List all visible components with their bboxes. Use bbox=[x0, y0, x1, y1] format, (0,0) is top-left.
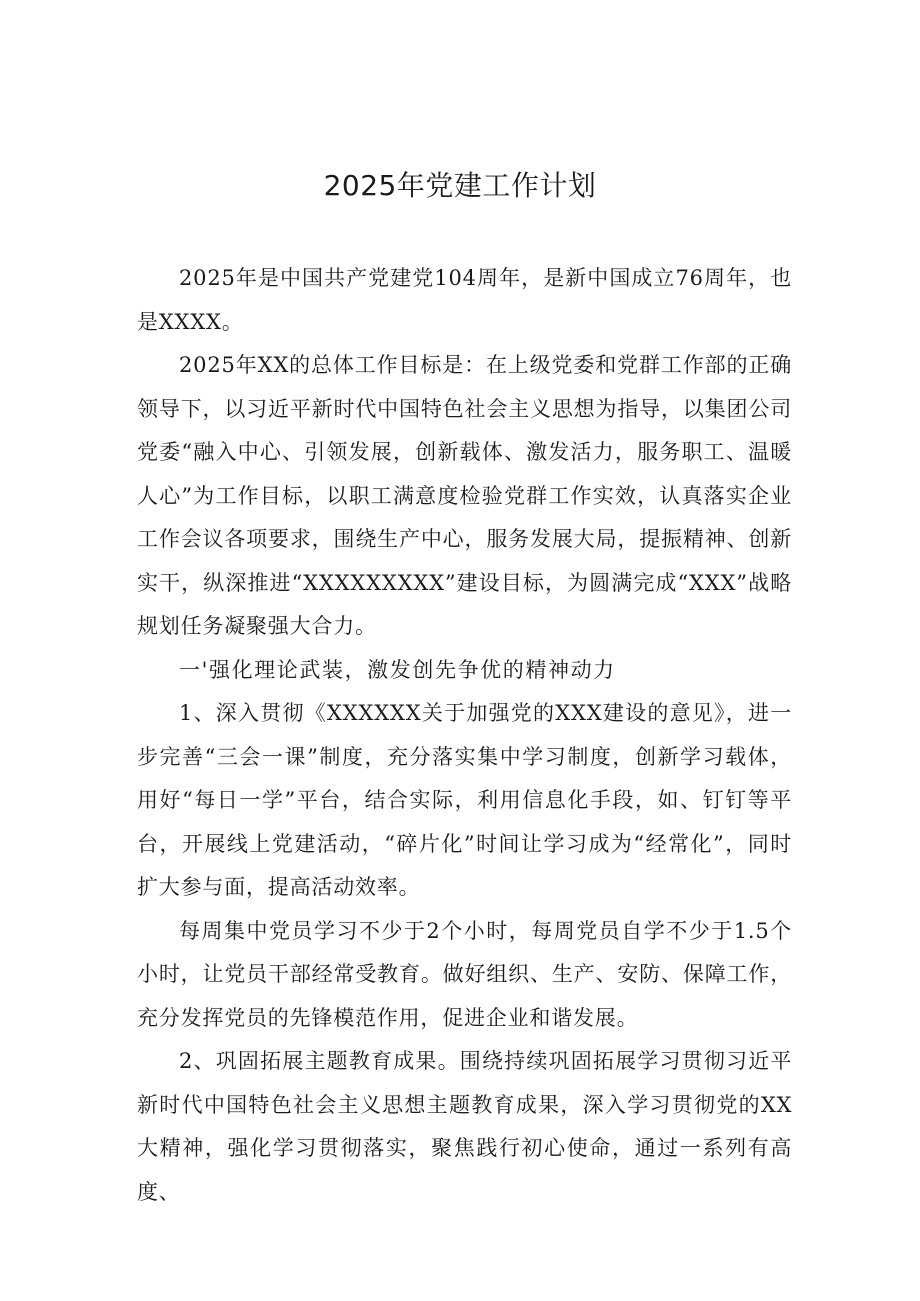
document-body bbox=[137, 257, 792, 1214]
paragraph-study-time: 每周集中党员学习不少于2个小时，每周党员自学不少于1.5个小时，让党员干部经常受教育。做好组织、生产、安防、保障工作，充分发挥党员的先锋模范作用，促进企业和谐发展。 bbox=[137, 918, 792, 1030]
section-heading-1: 一'强化理论武装，激发创先争优的精神动力 bbox=[179, 657, 616, 682]
paragraph-overall-goal: 2025年XX的总体工作目标是：在上级党委和党群工作部的正确领导下，以习近平新时代中国特色社会主义思想为指导，以集团公司党委“融入中心、引领发展，创新载体、激发活力，服务职工、温暖人心”为工作目标，以职工满意度检验党群工作实效，认真落实企业工作会议各项要求，围绕生产中心，服务发展大局，提振精神、创新实干，纵深推进“XXXXXXXXX”建设目标，为圆满完成“XXX”战略规划任务凝聚强大合力。 bbox=[137, 353, 792, 638]
document-title: 2025年党建工作计划 bbox=[323, 169, 597, 202]
paragraph-intro: 2025年是中国共产党建党104周年，是新中国成立76周年，也是XXXX。 bbox=[137, 266, 792, 334]
paragraph-item-1: 1、深入贯彻《XXXXXX关于加强党的XXX建设的意见》，进一步完善“三会一课”制度，充分落实集中学习制度，创新学习载体，用好“每日一学”平台，结合实际，利用信息化手段，如、钉钉等平台，开展线上党建活动，“碎片化”时间让学习成为“经常化”，同时扩大参与面，提高活动效率。 bbox=[137, 701, 792, 899]
paragraph-item-2: 2、巩固拓展主题教育成果。围绕持续巩固拓展学习贯彻习近平新时代中国特色社会主义思想主题教育成果，深入学习贯彻党的XX大精神，强化学习贯彻落实，聚焦践行初心使命，通过一系列有高度、 bbox=[137, 1049, 792, 1204]
